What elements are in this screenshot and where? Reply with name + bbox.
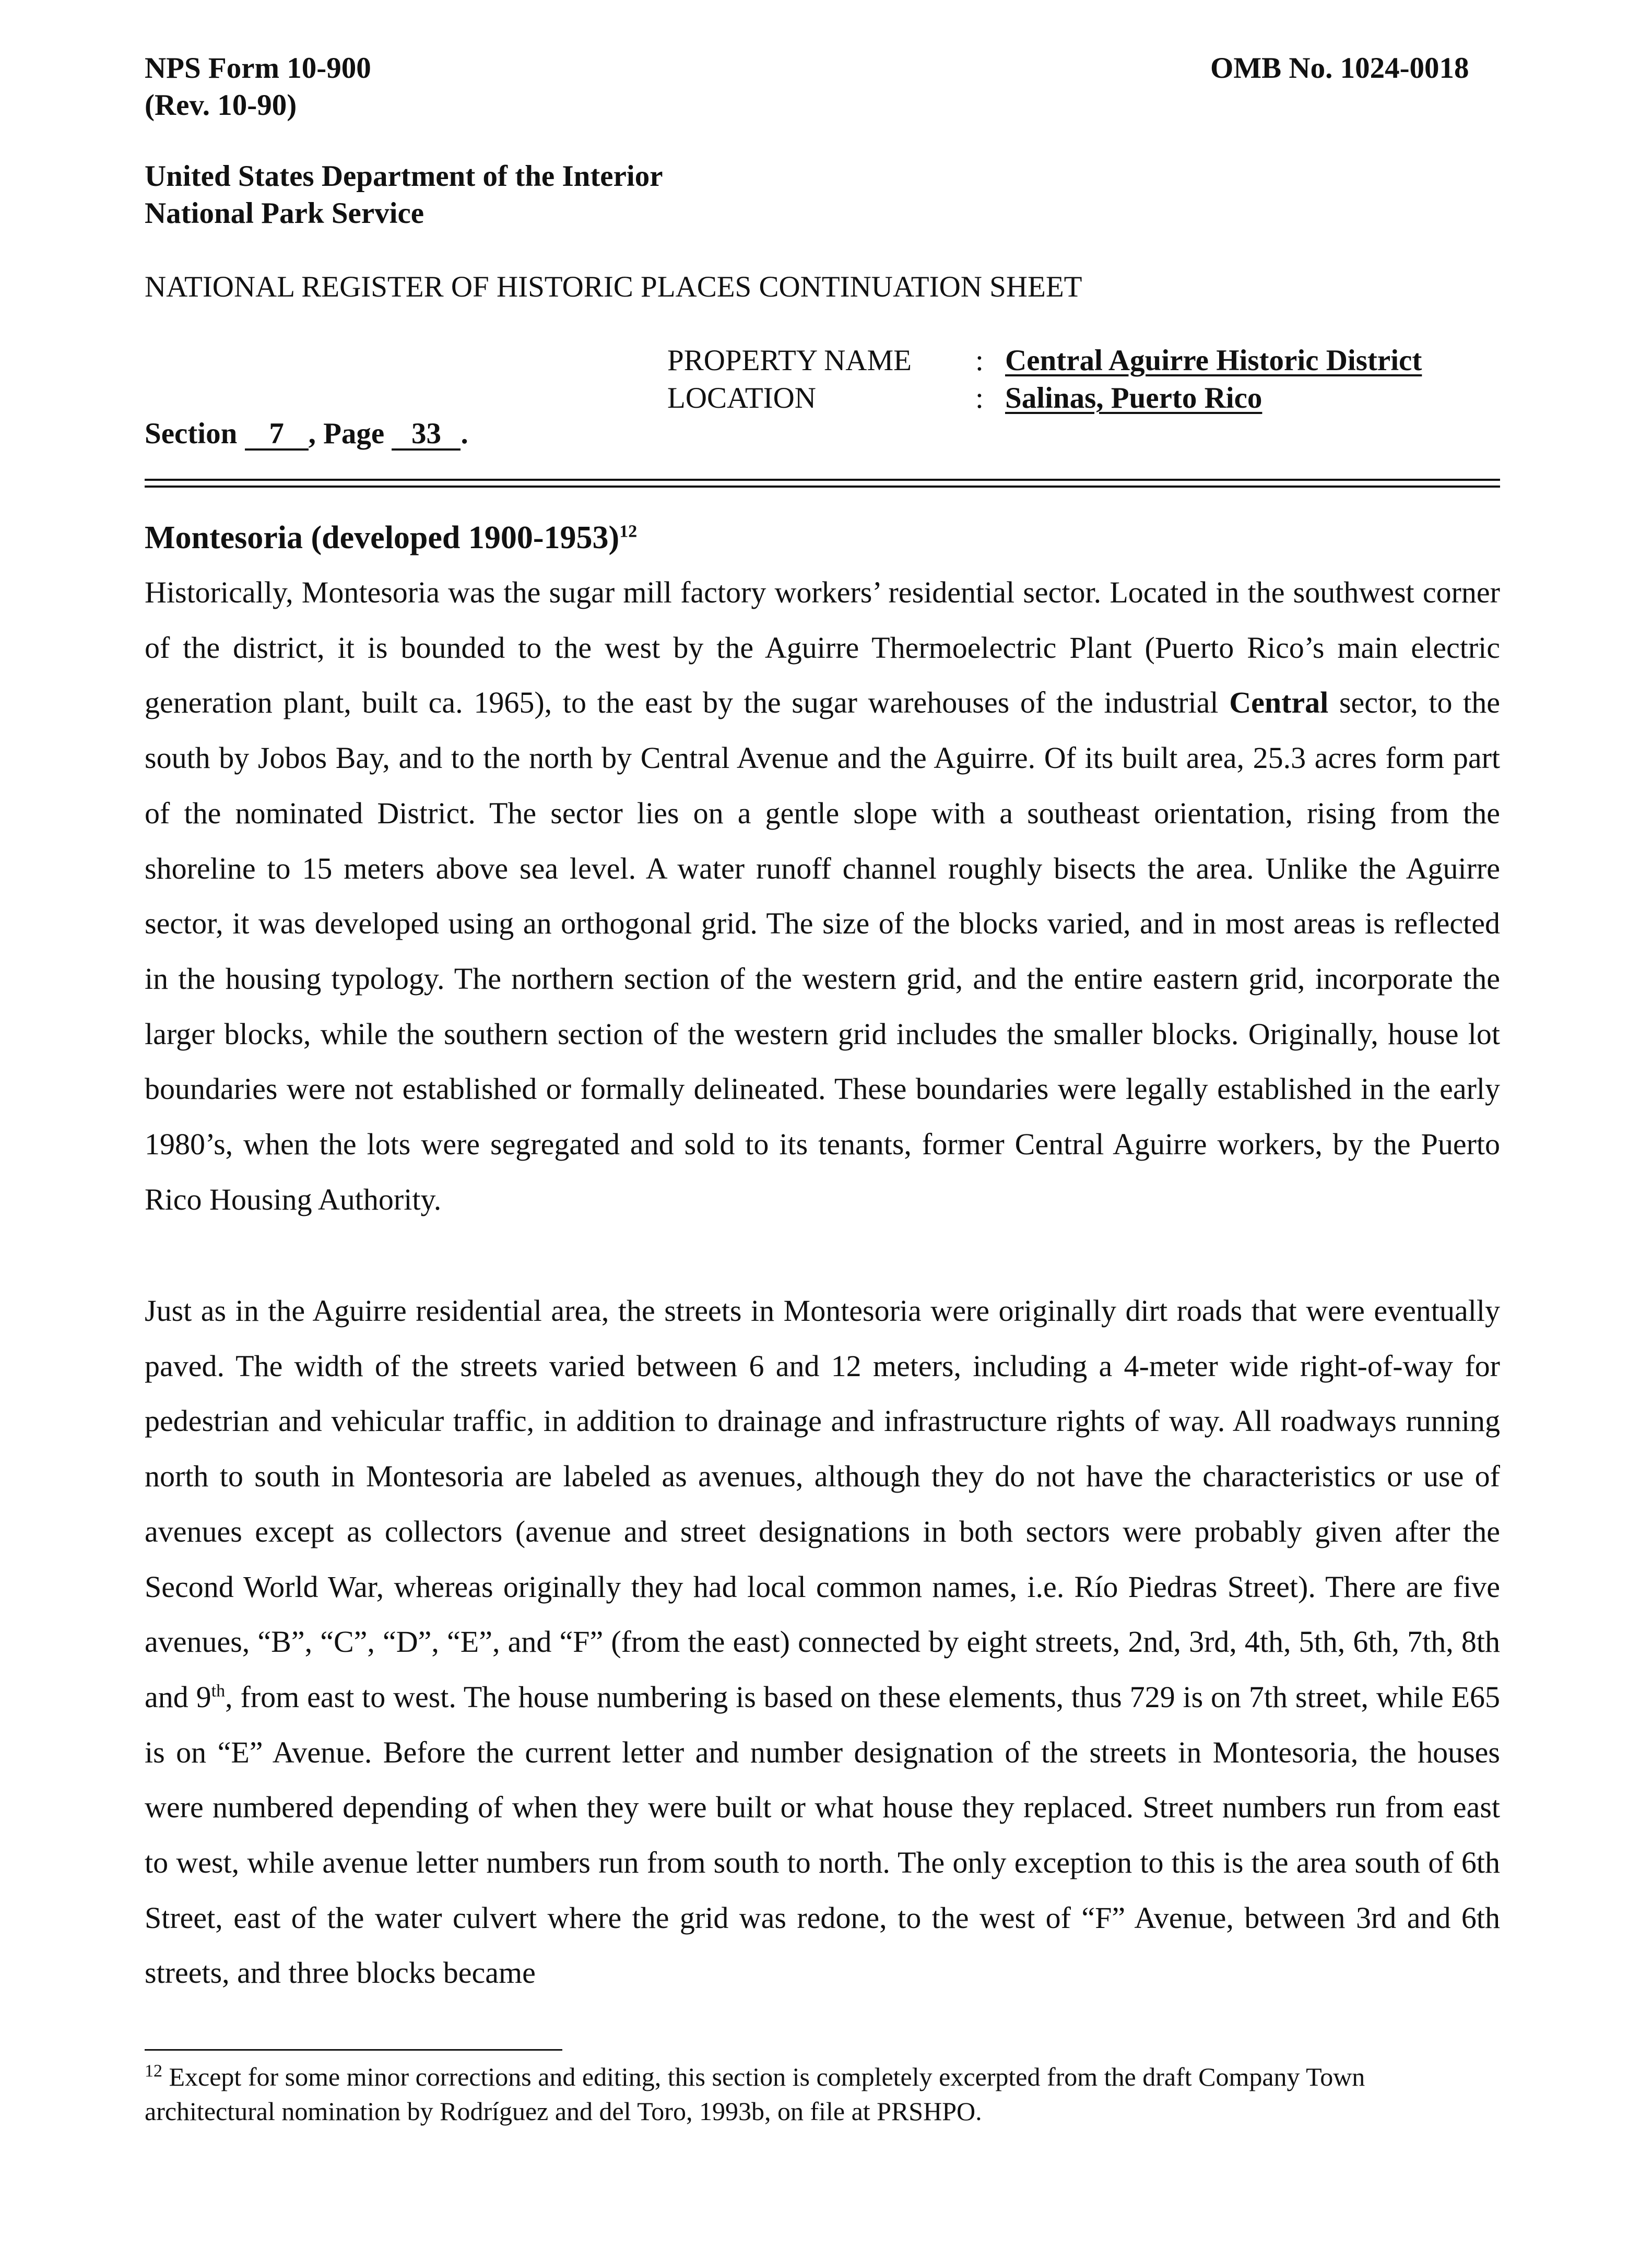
- header-rule-top: [145, 479, 1500, 481]
- page-number: 33: [392, 419, 461, 451]
- location-value: Salinas, Puerto Rico: [1005, 382, 1262, 415]
- page-label: Page: [323, 417, 385, 450]
- section-heading-text: Montesoria (developed 1900-1953): [145, 520, 620, 555]
- paragraph-1-part-1: Historically, Montesoria was the sugar mill factory workers’ residential sector. Located in the southwest corner of the district, it is bounded to the west by the Aguirre Thermoelectric Plant (Puerto Rico’s main electric generation plant, built ca. 1965), to the east by the sugar warehouses of the industrial: [145, 575, 1500, 720]
- section-number: 7: [245, 419, 309, 451]
- paragraph-1: [145, 565, 1500, 1227]
- footnote-rule: [145, 2049, 562, 2051]
- header-rule-bottom: [145, 486, 1500, 488]
- form-number: NPS Form 10-900: [145, 52, 371, 85]
- paragraph-2-part-1: Just as in the Aguirre residential area, the streets in Montesoria were originally dirt roads that were eventually paved. The width of the streets varied between 6 and 12 meters, including a 4-meter wide right-of-way for pedestrian and vehicular traffic, in addition to drainage and infrastructure rights of way. All roadways running north to south in Montesoria are labeled as avenues, although they do not have the characteristics or use of avenues except as collectors (avenue and street designations in both sectors were probably given after the Second World War, whereas originally they had local common names, i.e. Río Piedras Street). There are five avenues, “B”, “C”, “D”, “E”, and “F” (from the east) connected by eight streets, 2nd, 3rd, 4th, 5th, 6th, 7th, 8th and 9: [145, 1294, 1500, 1714]
- paragraph-1-part-2: sector, to the south by Jobos Bay, and to the north by Central Avenue and the Aguirre. Of its built area, 25.3 acres form part of the nominated District. The sector lies on a gentle slope with a southeast orientation, rising from the shoreline to 15 meters above sea level. A water runoff channel roughly bisects the area. Unlike the Aguirre sector, it was developed using an orthogonal grid. The size of the blocks varied, and in most areas is reflected in the housing typology. The northern section of the western grid, and the entire eastern grid, incorporate the larger blocks, while the southern section of the western grid includes the smaller blocks. Originally, house lot boundaries were not established or formally delineated. These boundaries were legally established in the early 1980’s, when the lots were segregated and sold to its tenants, former Central Aguirre workers, by the Puerto Rico Housing Authority.: [145, 685, 1500, 1216]
- heading-footnote-ref: 12: [619, 522, 638, 541]
- footnote-number: 12: [145, 2061, 162, 2081]
- department-name: United States Department of the Interior: [145, 160, 663, 193]
- footnote-text: Except for some minor corrections and editing, this section is completely excerpted from the draft Company Town architectural nomination by Rodríguez and del Toro, 1993b, on file at PRSHPO.: [145, 2062, 1365, 2126]
- location-colon: :: [975, 382, 984, 415]
- page-period: .: [461, 417, 468, 450]
- omb-number: OMB No. 1024-0018: [1210, 52, 1469, 85]
- paragraph-1-bold-word: Central: [1229, 685, 1329, 720]
- form-revision: (Rev. 10-90): [145, 89, 297, 122]
- agency-name: National Park Service: [145, 197, 424, 230]
- paragraph-2-superscript: th: [211, 1681, 226, 1701]
- form-number-block: [145, 50, 371, 124]
- sheet-title: NATIONAL REGISTER OF HISTORIC PLACES CONTINUATION SHEET: [145, 270, 1082, 303]
- section-page-line: [145, 417, 468, 451]
- footnote: [145, 2060, 1500, 2128]
- property-colon: :: [975, 344, 984, 377]
- property-name-value: Central Aguirre Historic District: [1005, 344, 1422, 377]
- agency-block: [145, 158, 663, 232]
- location-label: LOCATION: [667, 382, 816, 415]
- section-heading: [145, 519, 637, 557]
- paragraph-2: [145, 1283, 1500, 2001]
- paragraph-2-part-2: , from east to west. The house numbering is based on these elements, thus 729 is on 7th street, while E65 is on “E” Avenue. Before the current letter and number designation of the streets in Montesoria, the houses were numbered depending of when they were built or what house they replaced. Street numbers run from east to west, while avenue letter numbers run from south to north. The only exception to this is the area south of 6th Street, east of the water culvert where the grid was redone, to the west of “F” Avenue, between 3rd and 6th streets, and three blocks became: [145, 1679, 1501, 1990]
- property-name-label: PROPERTY NAME: [667, 344, 912, 377]
- section-comma: ,: [308, 417, 316, 450]
- section-label: Section: [145, 417, 238, 450]
